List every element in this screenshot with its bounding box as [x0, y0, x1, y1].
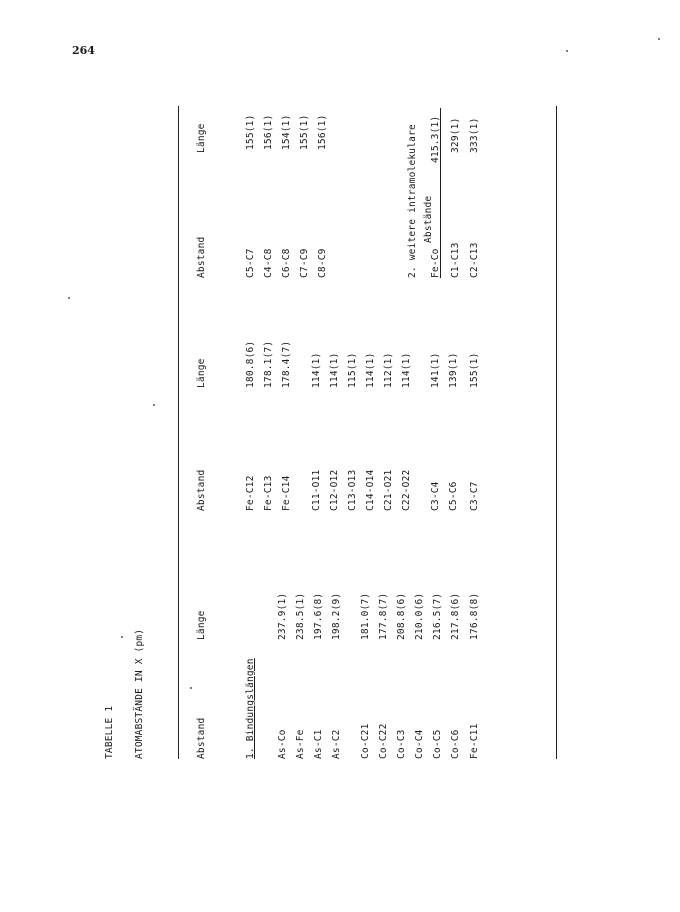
abstand-cell: C13-O13 [347, 469, 358, 511]
abstand-cell: C3-C7 [469, 481, 480, 511]
abstand-cell: C2-C13 [469, 242, 480, 278]
table-label: TABELLE 1 [104, 705, 115, 759]
section-bindungslaengen: 1. Bindungslängen [245, 658, 256, 759]
abstand-cell: C21-O21 [383, 469, 394, 511]
abstand-cell: As-C1 [313, 729, 324, 759]
abstand-cell: Co-C6 [450, 729, 461, 759]
distance-table [100, 106, 580, 806]
abstand-cell: C8-C9 [317, 248, 328, 278]
laenge-cell: 155(1) [469, 352, 480, 388]
abstand-cell: Fe-C12 [245, 475, 256, 511]
laenge-cell: 155(1) [245, 114, 256, 150]
abstand-cell: Co-C22 [378, 723, 389, 759]
scan-speck [658, 38, 660, 40]
table-bottom-rule [556, 106, 557, 759]
abstand-cell: As-Fe [295, 729, 306, 759]
laenge-cell: 210.0(6) [414, 592, 425, 640]
abstand-cell: C5-C6 [448, 481, 459, 511]
abstand-cell: Fe-C11 [469, 723, 480, 759]
abstand-cell: C6-C8 [281, 248, 292, 278]
laenge-cell: 155(1) [299, 114, 310, 150]
laenge-cell: 238.5(1) [295, 592, 306, 640]
header-abstand-2: Abstand [196, 469, 207, 511]
laenge-cell: 156(1) [263, 114, 274, 150]
header-laenge-3: Länge [196, 123, 207, 153]
abstand-cell: C4-C8 [263, 248, 274, 278]
abstand-cell: C7-C9 [299, 248, 310, 278]
abstand-cell: C5-C7 [245, 248, 256, 278]
abstand-cell: C12-O12 [329, 469, 340, 511]
abstand-cell: Co-C21 [360, 723, 371, 759]
table-top-rule [178, 106, 179, 759]
laenge-cell: 208.8(6) [396, 592, 407, 640]
scan-speck [68, 297, 70, 299]
laenge-cell: 198.2(9) [331, 592, 342, 640]
laenge-cell: 217.8(6) [450, 592, 461, 640]
scan-speck [153, 404, 155, 406]
laenge-cell: 176.8(8) [469, 592, 480, 640]
laenge-cell: 415.3(1) [430, 115, 441, 163]
header-laenge-1: Länge [196, 610, 207, 640]
laenge-cell: 156(1) [317, 114, 328, 150]
abstand-cell: Fe-C13 [263, 475, 274, 511]
abstand-cell: C14-O14 [365, 469, 376, 511]
abstand-cell: As-C2 [331, 729, 342, 759]
laenge-cell: 154(1) [281, 114, 292, 150]
scan-speck [566, 50, 568, 52]
laenge-cell: 112(1) [383, 352, 394, 388]
laenge-cell: 178.1(7) [263, 340, 274, 388]
abstand-cell: Fe-C14 [281, 475, 292, 511]
laenge-cell: 178.4(7) [281, 340, 292, 388]
laenge-cell: 114(1) [401, 352, 412, 388]
header-laenge-2: Länge [196, 358, 207, 388]
laenge-cell: 329(1) [450, 117, 461, 153]
abstand-cell: As-Co [277, 729, 288, 759]
laenge-cell: 180.8(6) [245, 340, 256, 388]
laenge-cell: 114(1) [329, 352, 340, 388]
laenge-cell: 237.9(1) [277, 592, 288, 640]
header-abstand-3: Abstand [196, 236, 207, 278]
scan-speck [121, 636, 123, 638]
section-weitere-abstaende-line1: 2. weitere intramolekulare [407, 124, 418, 278]
section-weitere-abstaende-line2: Abstände [423, 195, 434, 243]
laenge-cell: 181.0(7) [360, 592, 371, 640]
scan-speck [190, 687, 192, 689]
table-title: ATOMABSTÄNDE IN X (pm) [134, 628, 145, 759]
page-number: 264 [72, 44, 95, 57]
laenge-cell: 114(1) [311, 352, 322, 388]
laenge-cell: 197.6(8) [313, 592, 324, 640]
laenge-cell: 115(1) [347, 352, 358, 388]
abstand-cell: Co-C5 [432, 729, 443, 759]
abstand-cell: C1-C13 [450, 242, 461, 278]
header-abstand-1: Abstand [196, 717, 207, 759]
section-underline [440, 108, 441, 278]
laenge-cell: 114(1) [365, 352, 376, 388]
laenge-cell: 333(1) [469, 117, 480, 153]
laenge-cell: 177.8(7) [378, 592, 389, 640]
laenge-cell: 141(1) [430, 352, 441, 388]
abstand-cell: Co-C4 [414, 729, 425, 759]
abstand-cell: Co-C3 [396, 729, 407, 759]
laenge-cell: 139(1) [448, 352, 459, 388]
abstand-cell: C11-O11 [311, 469, 322, 511]
abstand-cell: Fe-Co [430, 248, 441, 278]
abstand-cell: C3-C4 [430, 481, 441, 511]
laenge-cell: 216.5(7) [432, 592, 443, 640]
abstand-cell: C22-O22 [401, 469, 412, 511]
